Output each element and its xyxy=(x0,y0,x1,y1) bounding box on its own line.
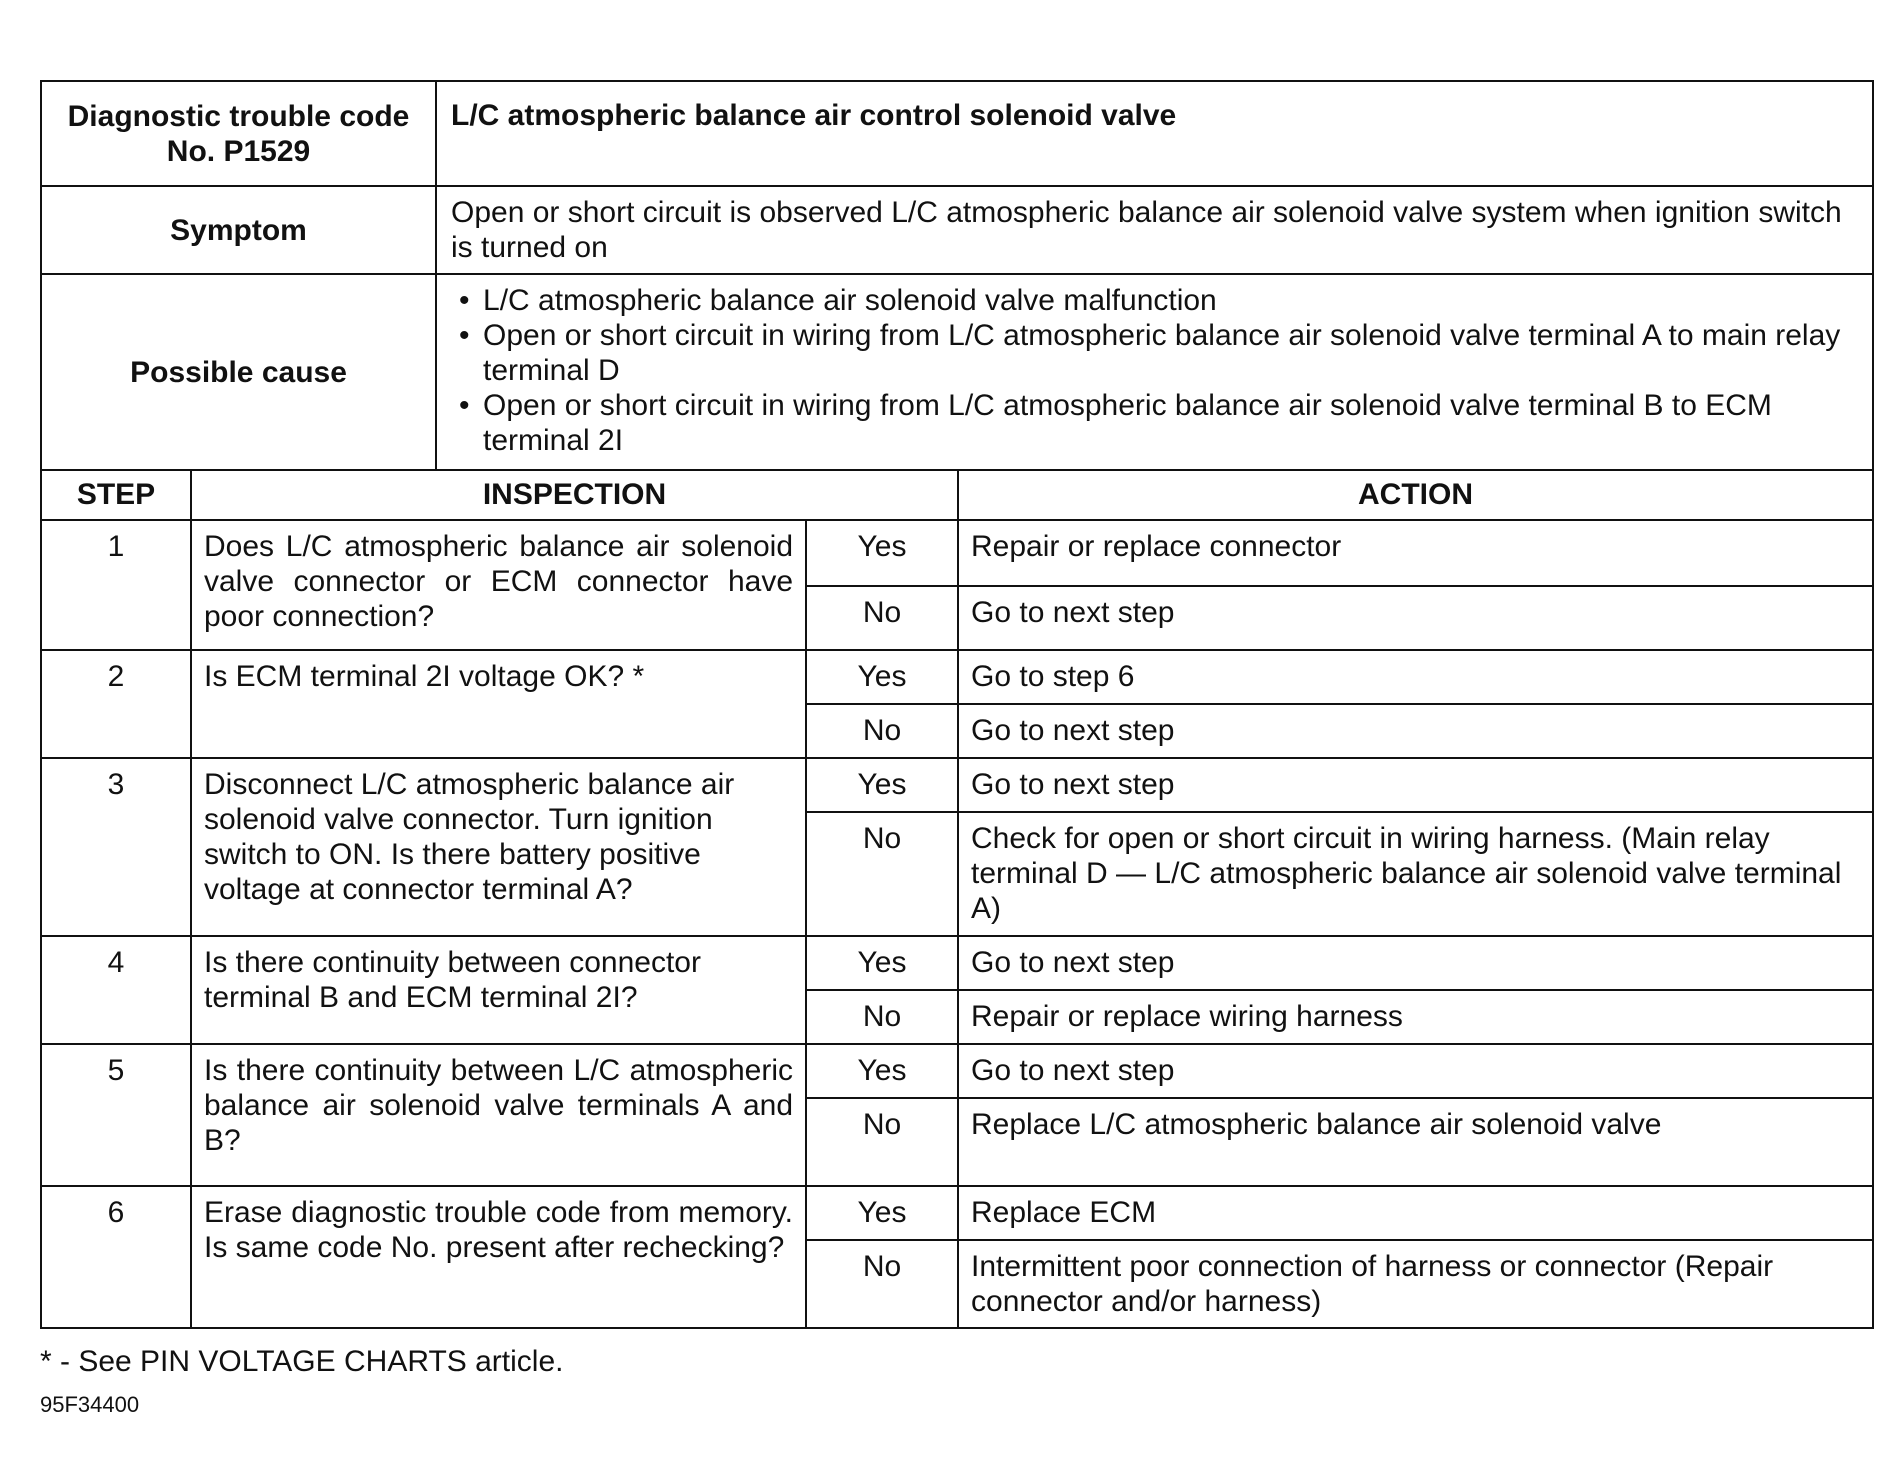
symptom-row xyxy=(41,186,1873,274)
dtc-title: L/C atmospheric balance air control solenoid valve xyxy=(436,81,1873,186)
inspection-text: Erase diagnostic trouble code from memory. Is same code No. present after rechecking? xyxy=(191,1186,806,1328)
cause-item: • Open or short circuit in wiring from L/C atmospheric balance air solenoid valve terminal B to ECM terminal 2I xyxy=(451,388,1858,458)
yes-action: Go to next step xyxy=(958,758,1873,812)
footnote: * - See PIN VOLTAGE CHARTS article. xyxy=(40,1345,564,1378)
dtc-row xyxy=(41,81,1873,186)
step-number: 5 xyxy=(41,1044,191,1186)
action-column-header: ACTION xyxy=(958,470,1873,520)
diagnostic-sheet xyxy=(40,80,1872,1329)
cause-list xyxy=(451,283,1858,458)
no-label: No xyxy=(806,1098,958,1186)
no-label: No xyxy=(806,586,958,650)
column-header-row xyxy=(41,470,1873,520)
no-action: Check for open or short circuit in wiring harness. (Main relay terminal D — L/C atmospheric balance air solenoid valve terminal A) xyxy=(958,812,1873,936)
yes-action: Go to next step xyxy=(958,1044,1873,1098)
no-label: No xyxy=(806,812,958,936)
step-row-5-yes xyxy=(41,1044,1873,1098)
cause-label: Possible cause xyxy=(41,274,436,470)
step-number: 2 xyxy=(41,650,191,758)
step-row-6-yes xyxy=(41,1186,1873,1240)
no-action: Go to next step xyxy=(958,586,1873,650)
yes-label: Yes xyxy=(806,936,958,990)
step-row-1-yes xyxy=(41,520,1873,586)
no-label: No xyxy=(806,990,958,1044)
yes-action: Go to next step xyxy=(958,936,1873,990)
yes-action: Repair or replace connector xyxy=(958,520,1873,586)
no-label: No xyxy=(806,704,958,758)
step-number: 4 xyxy=(41,936,191,1044)
step-number: 6 xyxy=(41,1186,191,1328)
yes-action: Go to step 6 xyxy=(958,650,1873,704)
diagnostic-table xyxy=(40,80,1874,1329)
yes-label: Yes xyxy=(806,1186,958,1240)
inspection-text: Is there continuity between L/C atmospheric balance air solenoid valve terminals A and B? xyxy=(191,1044,806,1186)
cause-list-cell xyxy=(436,274,1873,470)
inspection-text: Disconnect L/C atmospheric balance air solenoid valve connector. Turn ignition switch to ON. Is there battery positive voltage at connector terminal A? xyxy=(191,758,806,936)
yes-label: Yes xyxy=(806,650,958,704)
cause-item: • Open or short circuit in wiring from L/C atmospheric balance air solenoid valve terminal A to main relay terminal D xyxy=(451,318,1858,388)
cause-row xyxy=(41,274,1873,470)
yes-action: Replace ECM xyxy=(958,1186,1873,1240)
step-number: 1 xyxy=(41,520,191,650)
no-action: Repair or replace wiring harness xyxy=(958,990,1873,1044)
no-action: Replace L/C atmospheric balance air solenoid valve xyxy=(958,1098,1873,1186)
inspection-text: Is ECM terminal 2I voltage OK? * xyxy=(191,650,806,758)
inspection-text: Does L/C atmospheric balance air solenoid valve connector or ECM connector have poor connection? xyxy=(191,520,806,650)
no-label: No xyxy=(806,1240,958,1328)
step-column-header: STEP xyxy=(41,470,191,520)
step-number: 3 xyxy=(41,758,191,936)
yes-label: Yes xyxy=(806,758,958,812)
step-row-4-yes xyxy=(41,936,1873,990)
symptom-text: Open or short circuit is observed L/C atmospheric balance air solenoid valve system when ignition switch is turned on xyxy=(436,186,1873,274)
yes-label: Yes xyxy=(806,520,958,586)
symptom-label: Symptom xyxy=(41,186,436,274)
no-action: Intermittent poor connection of harness or connector (Repair connector and/or harness) xyxy=(958,1240,1873,1328)
inspection-text: Is there continuity between connector terminal B and ECM terminal 2I? xyxy=(191,936,806,1044)
yes-label: Yes xyxy=(806,1044,958,1098)
no-action: Go to next step xyxy=(958,704,1873,758)
dtc-label: Diagnostic trouble code No. P1529 xyxy=(41,81,436,186)
figure-code: 95F34400 xyxy=(40,1392,140,1417)
step-row-3-yes xyxy=(41,758,1873,812)
step-row-2-yes xyxy=(41,650,1873,704)
cause-item: • L/C atmospheric balance air solenoid valve malfunction xyxy=(451,283,1858,318)
inspection-column-header: INSPECTION xyxy=(191,470,958,520)
